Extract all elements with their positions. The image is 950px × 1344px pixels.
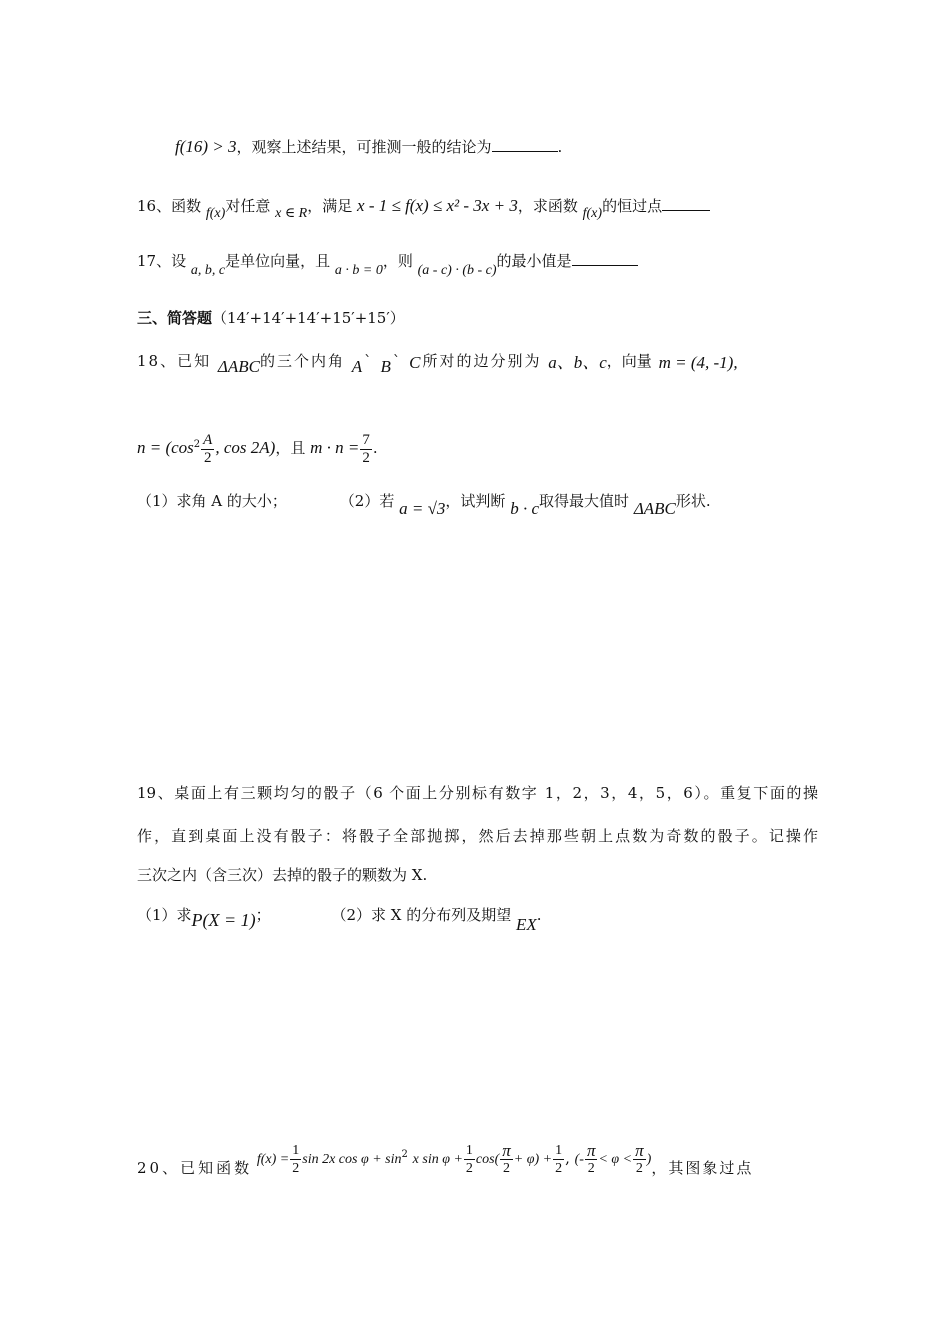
q18-frac-7-2: $\frac{7}{2}$	[362, 431, 370, 466]
q19-part-2-expr: EX	[516, 915, 537, 934]
q20-fx: f(x) =	[256, 1152, 290, 1167]
q19-part-1-end: ；	[255, 906, 271, 924]
q18-line-2: $n = (\cos^2$ $\frac{A}{2}$ , cos 2A)，且 m · n = $\frac{7}{2}$ .	[137, 431, 378, 466]
q18-n-post: , cos 2A)	[215, 438, 276, 457]
q16-domain: x ∈ R	[275, 206, 308, 221]
q19-part-1: （1）求	[137, 906, 192, 924]
q16-t3: ，求函数	[517, 197, 578, 215]
q18-dot: m · n =	[310, 438, 360, 457]
q16-t2: ，满足	[307, 197, 353, 215]
q19-line-1: 19、桌面上有三颗均匀的骰子（6 个面上分别标有数字 1，2，3，4，5，6）。重复下面的操	[137, 784, 818, 802]
q18-part-2-pre: （2）若	[339, 492, 395, 510]
q17-t1: 是单位向量，且	[225, 252, 331, 270]
q15-answer-blank[interactable]	[492, 137, 558, 152]
q20-number: 20、已知函数	[137, 1159, 253, 1177]
q20-pi-2-a: $\frac{\pi}{2}$	[502, 1140, 511, 1176]
section-3-points: （14′+14′+14′+15′+15′）	[212, 309, 405, 327]
q20-term-3: cos(	[475, 1152, 500, 1167]
q15-text: ，观察上述结果，可推测一般的结论为	[236, 138, 492, 156]
q20-range-end: )	[646, 1152, 652, 1167]
q18-t4: ，且	[275, 439, 306, 457]
q20-line: 20、已知函数 f(x) = $\frac{1}{2}$ sin 2x $\cos \varphi + \sin^2 x$ sin φ + $\frac{1}{2}$ cos( $\frac{\pi}{2}$ + φ) + $\frac{1}{2}$ , (- $\frac{\pi}{2}$ < φ < $\frac{\pi}{2}$ )，其图象过点	[137, 1140, 754, 1177]
q17-line	[137, 250, 818, 278]
q18-part-2-mid: ，试判断	[445, 492, 506, 510]
q17-vectors: a, b, c	[190, 263, 226, 278]
section-3-heading	[137, 307, 818, 329]
q18-vector-n: n = (cos	[137, 438, 194, 457]
q20-pi-2-b: $\frac{\pi}{2}$	[586, 1140, 596, 1176]
q19-part-2-end: .	[536, 906, 542, 924]
q18-t2: 所对的边分别为	[422, 352, 542, 370]
q18-t1: 的三个内角	[259, 352, 345, 370]
q17-expression: (a - c) · (b - c)	[417, 263, 497, 278]
q18-t3: ，向量	[606, 352, 652, 370]
q16-number: 16、函数	[137, 197, 202, 215]
q18-part-2-cond: a = √3	[399, 499, 446, 518]
q16-t4: 的恒过点	[602, 197, 663, 215]
q20-term-4: + φ) +	[513, 1152, 553, 1167]
q18-angle-b: B	[380, 357, 393, 376]
q19-part-2: （2）求 X 的分布列及期望	[331, 906, 512, 924]
q18-part-2-bc: b · c	[510, 499, 540, 518]
q17-t3: 的最小值是	[496, 252, 572, 270]
q18-part-2-end: 形状.	[675, 492, 711, 510]
q20-range-open: (-	[574, 1152, 584, 1167]
q18-triangle: ΔABC	[217, 357, 260, 376]
q19-part-1-expr: P(X = 1)	[191, 910, 256, 930]
q18-line-1: 18、已知 ΔABC的三个内角 A` B` C所对的边分别为 a、b、c，向量 m = (4, -1),	[137, 352, 738, 376]
q20-tail: ，其图象过点	[651, 1159, 754, 1177]
q20-half-1: $\frac{1}{2}$	[292, 1142, 300, 1176]
q18-vector-m: m = (4, -1),	[658, 353, 738, 372]
q19-parts	[137, 903, 818, 934]
section-3-title: 三、简答题	[137, 309, 213, 327]
q20-pi-2-c: $\frac{\pi}{2}$	[635, 1140, 644, 1176]
q18-parts	[137, 490, 818, 518]
q18-part-1: （1）求角 A 的大小；	[137, 492, 287, 510]
q20-range-mid: < φ <	[598, 1152, 633, 1167]
q19-line-3: 三次之内（含三次）去掉的骰子的颗数为 X.	[137, 866, 428, 884]
q20-term-1: sin 2x cos φ + sin	[302, 1152, 402, 1167]
q20-half-3: $\frac{1}{2}$	[555, 1142, 563, 1176]
q18-angle-a: A	[351, 357, 365, 376]
q18-frac-a2: $\frac{A}{2}$	[203, 431, 213, 466]
q17-condition: a · b = 0	[334, 263, 383, 278]
q18-part-2-mid2: 取得最大值时	[539, 492, 630, 510]
q15-tail-line: f(16) > 3，观察上述结果，可推测一般的结论为 .	[175, 137, 563, 156]
q17-number: 17、设	[137, 252, 187, 270]
q18-part-2-triangle: ΔABC	[633, 499, 676, 518]
q16-t1: 对任意	[225, 197, 271, 215]
q18-number: 18、已知	[137, 352, 212, 370]
q16-f2: f(x)	[582, 206, 603, 221]
q20-half-2: $\frac{1}{2}$	[465, 1142, 473, 1176]
q17-t2: ，则	[382, 252, 413, 270]
q17-answer-blank[interactable]	[572, 251, 638, 266]
q15-formula: f(16) > 3	[175, 137, 237, 156]
q16-f: f(x)	[205, 206, 226, 221]
q16-inequality: x - 1 ≤ f(x) ≤ x² - 3x + 3	[357, 196, 518, 215]
q20-term-2: x sin φ +	[412, 1152, 463, 1167]
q16-line	[137, 195, 818, 219]
q16-answer-blank[interactable]	[662, 196, 710, 211]
q19-line-2: 作，直到桌面上没有骰子：将骰子全部抛掷，然后去掉那些朝上点数为奇数的骰子。记操作	[137, 827, 818, 845]
q18-sides: a、b、c	[548, 353, 607, 372]
q18-angle-c: C	[409, 353, 423, 372]
